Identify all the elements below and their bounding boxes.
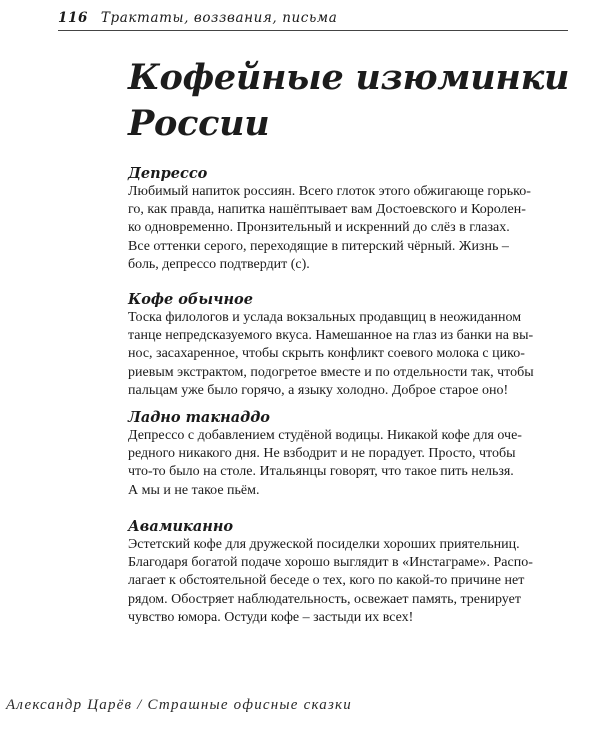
page-title-line-2: России	[128, 103, 270, 144]
paragraph-line: Любимый напиток россиян. Всего глоток этого обжигающе горько-	[128, 184, 531, 199]
section-heading: Авамиканно	[128, 518, 234, 535]
paragraph-line: А мы и не такое пьём.	[128, 482, 260, 498]
paragraph-line: ко одновременно. Пронзительный и искренний до слёз в глазах.	[128, 220, 510, 236]
paragraph-line: Благодаря богатой подаче хорошо выглядит в «Инстаграме». Распо-	[128, 555, 533, 571]
page-title-line-1: Кофейные изюминки	[128, 57, 570, 98]
paragraph-line: Все оттенки серого, переходящие в питерский чёрный. Жизнь –	[128, 238, 509, 254]
paragraph-line: боль, депрессо подтвердит (с).	[128, 256, 310, 272]
paragraph-line: редного никакого дня. Не взбодрит и не порадует. Просто, чтобы	[128, 446, 516, 462]
section-heading: Кофе обычное	[128, 291, 253, 308]
paragraph-line: Депрессо с добавлением студёной водицы. Никакой кофе для оче-	[128, 428, 522, 443]
paragraph-line: чувство юмора. Остуди кофе – застыди их всех!	[128, 609, 414, 625]
section-coffee-regular	[128, 290, 568, 400]
paragraph-line: риевым экстрактом, подогретое вместе и по отдельности так, чтобы	[128, 364, 534, 380]
section-ladno-taknaddo	[128, 408, 568, 500]
section-heading: Ладно такнаддо	[128, 409, 270, 426]
section-depresso	[128, 164, 568, 274]
paragraph-line: Тоска филологов и услада вокзальных продавщиц в неожиданном	[128, 310, 522, 325]
paragraph-line: го, как правда, напитка нашёптывает вам Достоевского и Королен-	[128, 202, 526, 218]
paragraph-line: Эстетский кофе для дружеской посиделки хороших приятельниц.	[128, 537, 520, 552]
running-header	[58, 8, 568, 31]
paragraph-line: лагает к обстоятельной беседе о тех, кого по какой-то причине нет	[128, 573, 525, 589]
running-footer: Александр Царёв / Страшные офисные сказки	[6, 697, 352, 713]
page-number: 116	[58, 10, 88, 26]
page-title	[128, 55, 569, 147]
paragraph-line: что-то было на столе. Итальянцы говорят, что такое пить нельзя.	[128, 464, 514, 480]
paragraph-line: пальцам уже было горячо, а языку холодно. Доброе старое оно!	[128, 382, 509, 398]
paragraph-line: рядом. Обостряет наблюдательность, освежает память, тренирует	[128, 591, 521, 607]
paragraph-line: танце непредсказуемого вкуса. Намешанное на глаз из банки на вы-	[128, 328, 534, 344]
section-heading: Депрессо	[128, 165, 208, 182]
paragraph-line: нос, засахаренное, чтобы скрыть конфликт соевого молока с цико-	[128, 346, 525, 362]
section-avamikanno	[128, 517, 568, 627]
running-title: Трактаты, воззвания, письма	[100, 10, 338, 26]
